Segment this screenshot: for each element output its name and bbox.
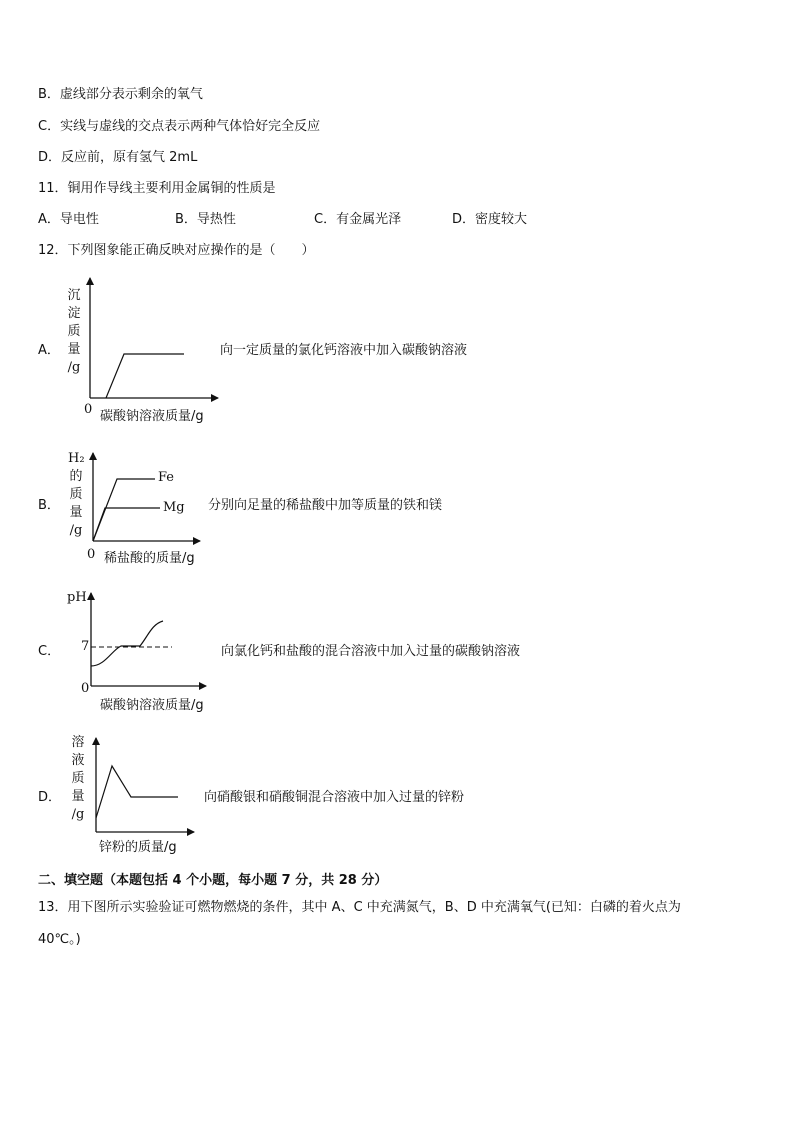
q11-option-b: B．导热性 bbox=[175, 212, 236, 227]
option-a-desc: 向一定质量的氯化钙溶液中加入碳酸钠溶液 bbox=[220, 343, 468, 358]
option-a-origin: 0 bbox=[84, 402, 93, 417]
option-c-ytick-7: 7 bbox=[81, 639, 90, 654]
ylabel-char: 质 bbox=[67, 324, 81, 339]
fe-label: Fe bbox=[158, 470, 175, 485]
option-c-xlabel: 碳酸钠溶液质量/g bbox=[100, 698, 204, 713]
option-d-xlabel: 锌粉的质量/g bbox=[99, 840, 177, 855]
option-c-ylabel: pH bbox=[67, 590, 87, 605]
q13-line-1: 13．用下图所示实验验证可燃物燃烧的条件，其中 A、C 中充满氮气，B、D 中充满氧气(已知：白磷的着火点为 bbox=[38, 900, 681, 915]
ylabel-char: 量 bbox=[71, 789, 85, 804]
solution-mass-curve bbox=[96, 766, 178, 818]
option-c-label: C． bbox=[38, 644, 61, 659]
option-b-xlabel: 稀盐酸的质量/g bbox=[104, 551, 195, 566]
ylabel-char: 质 bbox=[71, 771, 85, 786]
option-b-label: B． bbox=[38, 498, 60, 513]
q10-option-d: D．反应前，原有氢气 2mL bbox=[38, 150, 198, 165]
section-heading: 二、填空题（本题包括 4 个小题，每小题 7 分，共 28 分） bbox=[38, 873, 388, 888]
q10-option-b: B．虚线部分表示剩余的氧气 bbox=[38, 87, 203, 102]
ylabel-char: 量 bbox=[67, 342, 81, 357]
q10-option-c: C．实线与虚线的交点表示两种气体恰好完全反应 bbox=[38, 119, 321, 134]
option-d-desc: 向硝酸银和硝酸铜混合溶液中加入过量的锌粉 bbox=[204, 790, 465, 805]
ylabel-char: 淀 bbox=[67, 306, 81, 321]
option-c-desc: 向氯化钙和盐酸的混合溶液中加入过量的碳酸钠溶液 bbox=[221, 644, 521, 659]
ylabel-char: 质 bbox=[69, 487, 83, 502]
ylabel-char: 量 bbox=[69, 505, 83, 520]
ylabel-char: /g bbox=[67, 360, 81, 375]
ylabel-char: /g bbox=[71, 807, 85, 822]
ylabel-char: 沉 bbox=[67, 288, 81, 303]
option-d-label: D． bbox=[38, 790, 62, 805]
q13-line-2: 40℃。) bbox=[38, 932, 81, 947]
ylabel-char: 液 bbox=[71, 753, 85, 768]
mg-label: Mg bbox=[163, 500, 185, 515]
ylabel-char: 的 bbox=[69, 469, 83, 484]
q11-option-d: D．密度较大 bbox=[452, 212, 528, 227]
ylabel-char: 溶 bbox=[71, 735, 85, 750]
option-a-label: A． bbox=[38, 343, 60, 358]
q12-stem: 12．下列图象能正确反映对应操作的是（ ） bbox=[38, 243, 315, 258]
ylabel-char: H₂ bbox=[68, 451, 85, 466]
option-b-desc: 分别向足量的稀盐酸中加等质量的铁和镁 bbox=[208, 498, 443, 513]
q11-option-c: C．有金属光泽 bbox=[314, 212, 402, 227]
option-c-origin: 0 bbox=[81, 681, 90, 696]
q11-option-a: A．导电性 bbox=[38, 212, 99, 227]
option-a-xlabel: 碳酸钠溶液质量/g bbox=[100, 409, 204, 424]
ylabel-char: /g bbox=[69, 523, 83, 538]
q11-stem: 11．铜用作导线主要利用金属铜的性质是 bbox=[38, 181, 276, 196]
option-b-origin: 0 bbox=[87, 547, 96, 562]
